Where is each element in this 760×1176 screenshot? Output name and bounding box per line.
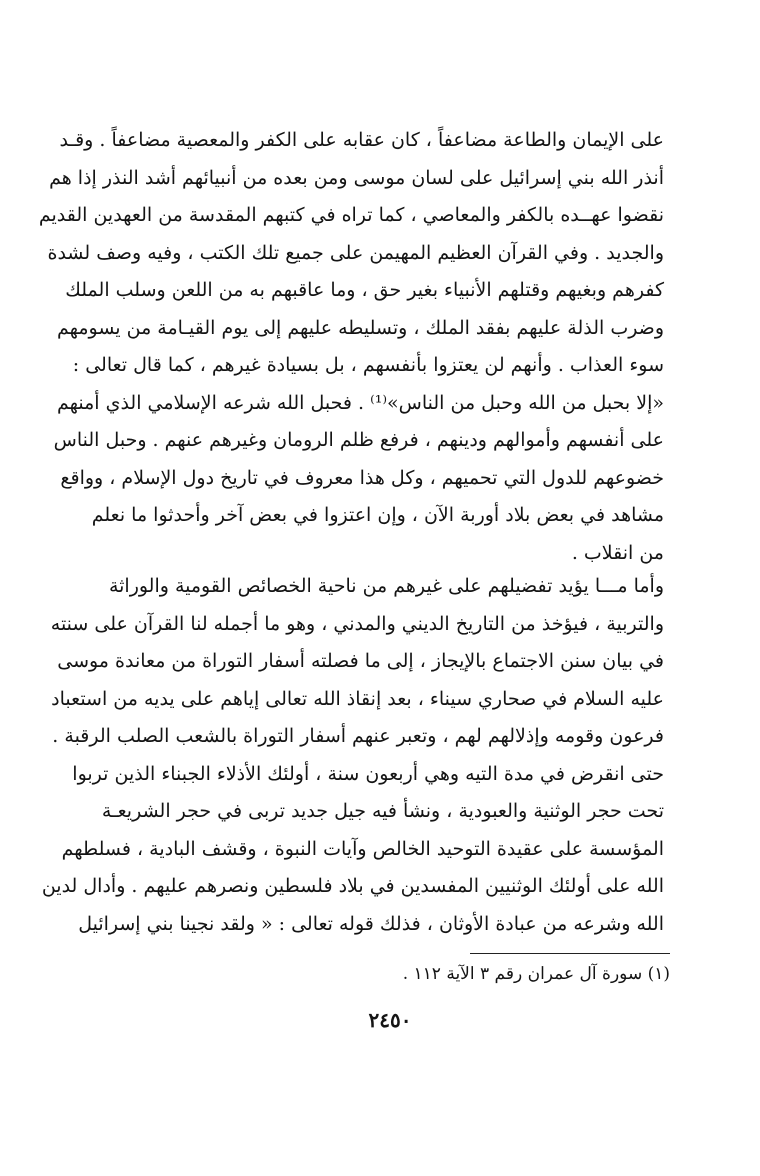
text-line: المؤسسة على عقيدة التوحيد الخالص وآيات النبوة ، وقشف البادية ، فسلطهم xyxy=(61,837,664,860)
text-line: الله وشرعه من عبادة الأوثان ، فذلك قوله تعالى : « ولقد نجينا بني إسرائيل xyxy=(78,912,664,935)
paragraph-1 xyxy=(38,122,664,572)
text-line: مشاهد في بعض بلاد أوربة الآن ، وإن اعتزوا في بعض آخر وأحدثوا ما نعلم xyxy=(91,504,664,526)
text-line: وضرب الذلة عليهم بفقد الملك ، وتسليطه عليهم إلى يوم القيـامة من يسومهم xyxy=(56,316,664,339)
text-line: خضوعهم للدول التي تحميهم ، وكل هذا معروف في تاريخ دول الإسلام ، وواقع xyxy=(60,466,664,489)
text-line: كفرهم وبغيهم وقتلهم الأنبياء بغير حق ، وما عاقبهم به من اللعن وسلب الملك xyxy=(65,279,664,301)
text-line: الله على أولئك الوثنيين المفسدين في بلاد فلسطين ونصرهم عليهم . وأدال لدين xyxy=(41,875,664,897)
text-line: والتربية ، فيؤخذ من التاريخ الديني والمدني ، وهو ما أجمله لنا القرآن على سنته xyxy=(50,612,664,635)
text-line: على الإيمان والطاعة مضاعفاً ، كان عقابه على الكفر والمعصية مضاعفاً . وقـد xyxy=(59,129,664,151)
paragraph-2 xyxy=(41,568,664,943)
text-line: من انقلاب . xyxy=(571,541,664,564)
text-line: تحت حجر الوثنية والعبودية ، ونشأ فيه جيل جديد تربى في حجر الشريعـة xyxy=(101,800,664,822)
text-line: عليه السلام في صحاري سيناء ، بعد إنقاذ الله تعالى إياهم على يديه من استعباد xyxy=(51,687,664,710)
text-line: نقضوا عهــده بالكفر والمعاصي ، كما تراه في كتبهم المقدسة من العهدين القديم xyxy=(38,204,664,226)
text-line: «إلا بحبل من الله وحبل من الناس»⁽¹⁾ . فحبل الله شرعه الإسلامي الذي أمنهم xyxy=(56,391,664,414)
text-line: والجديد . وفي القرآن العظيم المهيمن على جميع تلك الكتب ، وفيه وصف لشدة xyxy=(47,241,664,264)
page-number: ٢٤٥٠ xyxy=(368,1008,412,1032)
footnote: (١) سورة آل عمران رقم ٣ الآية ١١٢ . xyxy=(402,964,670,984)
text-line: في بيان سنن الاجتماع بالإيجاز ، إلى ما فصلته أسفار التوراة من معاندة موسى xyxy=(57,650,664,672)
text-line: أنذر الله بني إسرائيل على لسان موسى ومن بعده من أنبيائهم أشد النذر إذا هم xyxy=(49,166,664,189)
text-line: على أنفسهم وأموالهم ودينهم ، فرفع ظلم الرومان وغيرهم عنهم . وحبل الناس xyxy=(53,429,664,451)
text-line: وأما مـــا يؤيد تفضيلهم على غيرهم من ناحية الخصائص القومية والوراثة xyxy=(108,575,664,597)
text-line: فرعون وقومه وإذلالهم لهم ، وتعبر عنهم أسفار التوراة بالشعب الصلب الرقبة . xyxy=(52,725,664,747)
footnote-divider xyxy=(470,953,670,954)
text-line: سوء العذاب . وأنهم لن يعتزوا بأنفسهم ، بل بسيادة غيرهم ، كما قال تعالى : xyxy=(72,354,664,376)
text-line: حتى انقرض في مدة التيه وهي أربعون سنة ، أولئك الأذلاء الجبناء الذين تربوا xyxy=(72,762,664,785)
